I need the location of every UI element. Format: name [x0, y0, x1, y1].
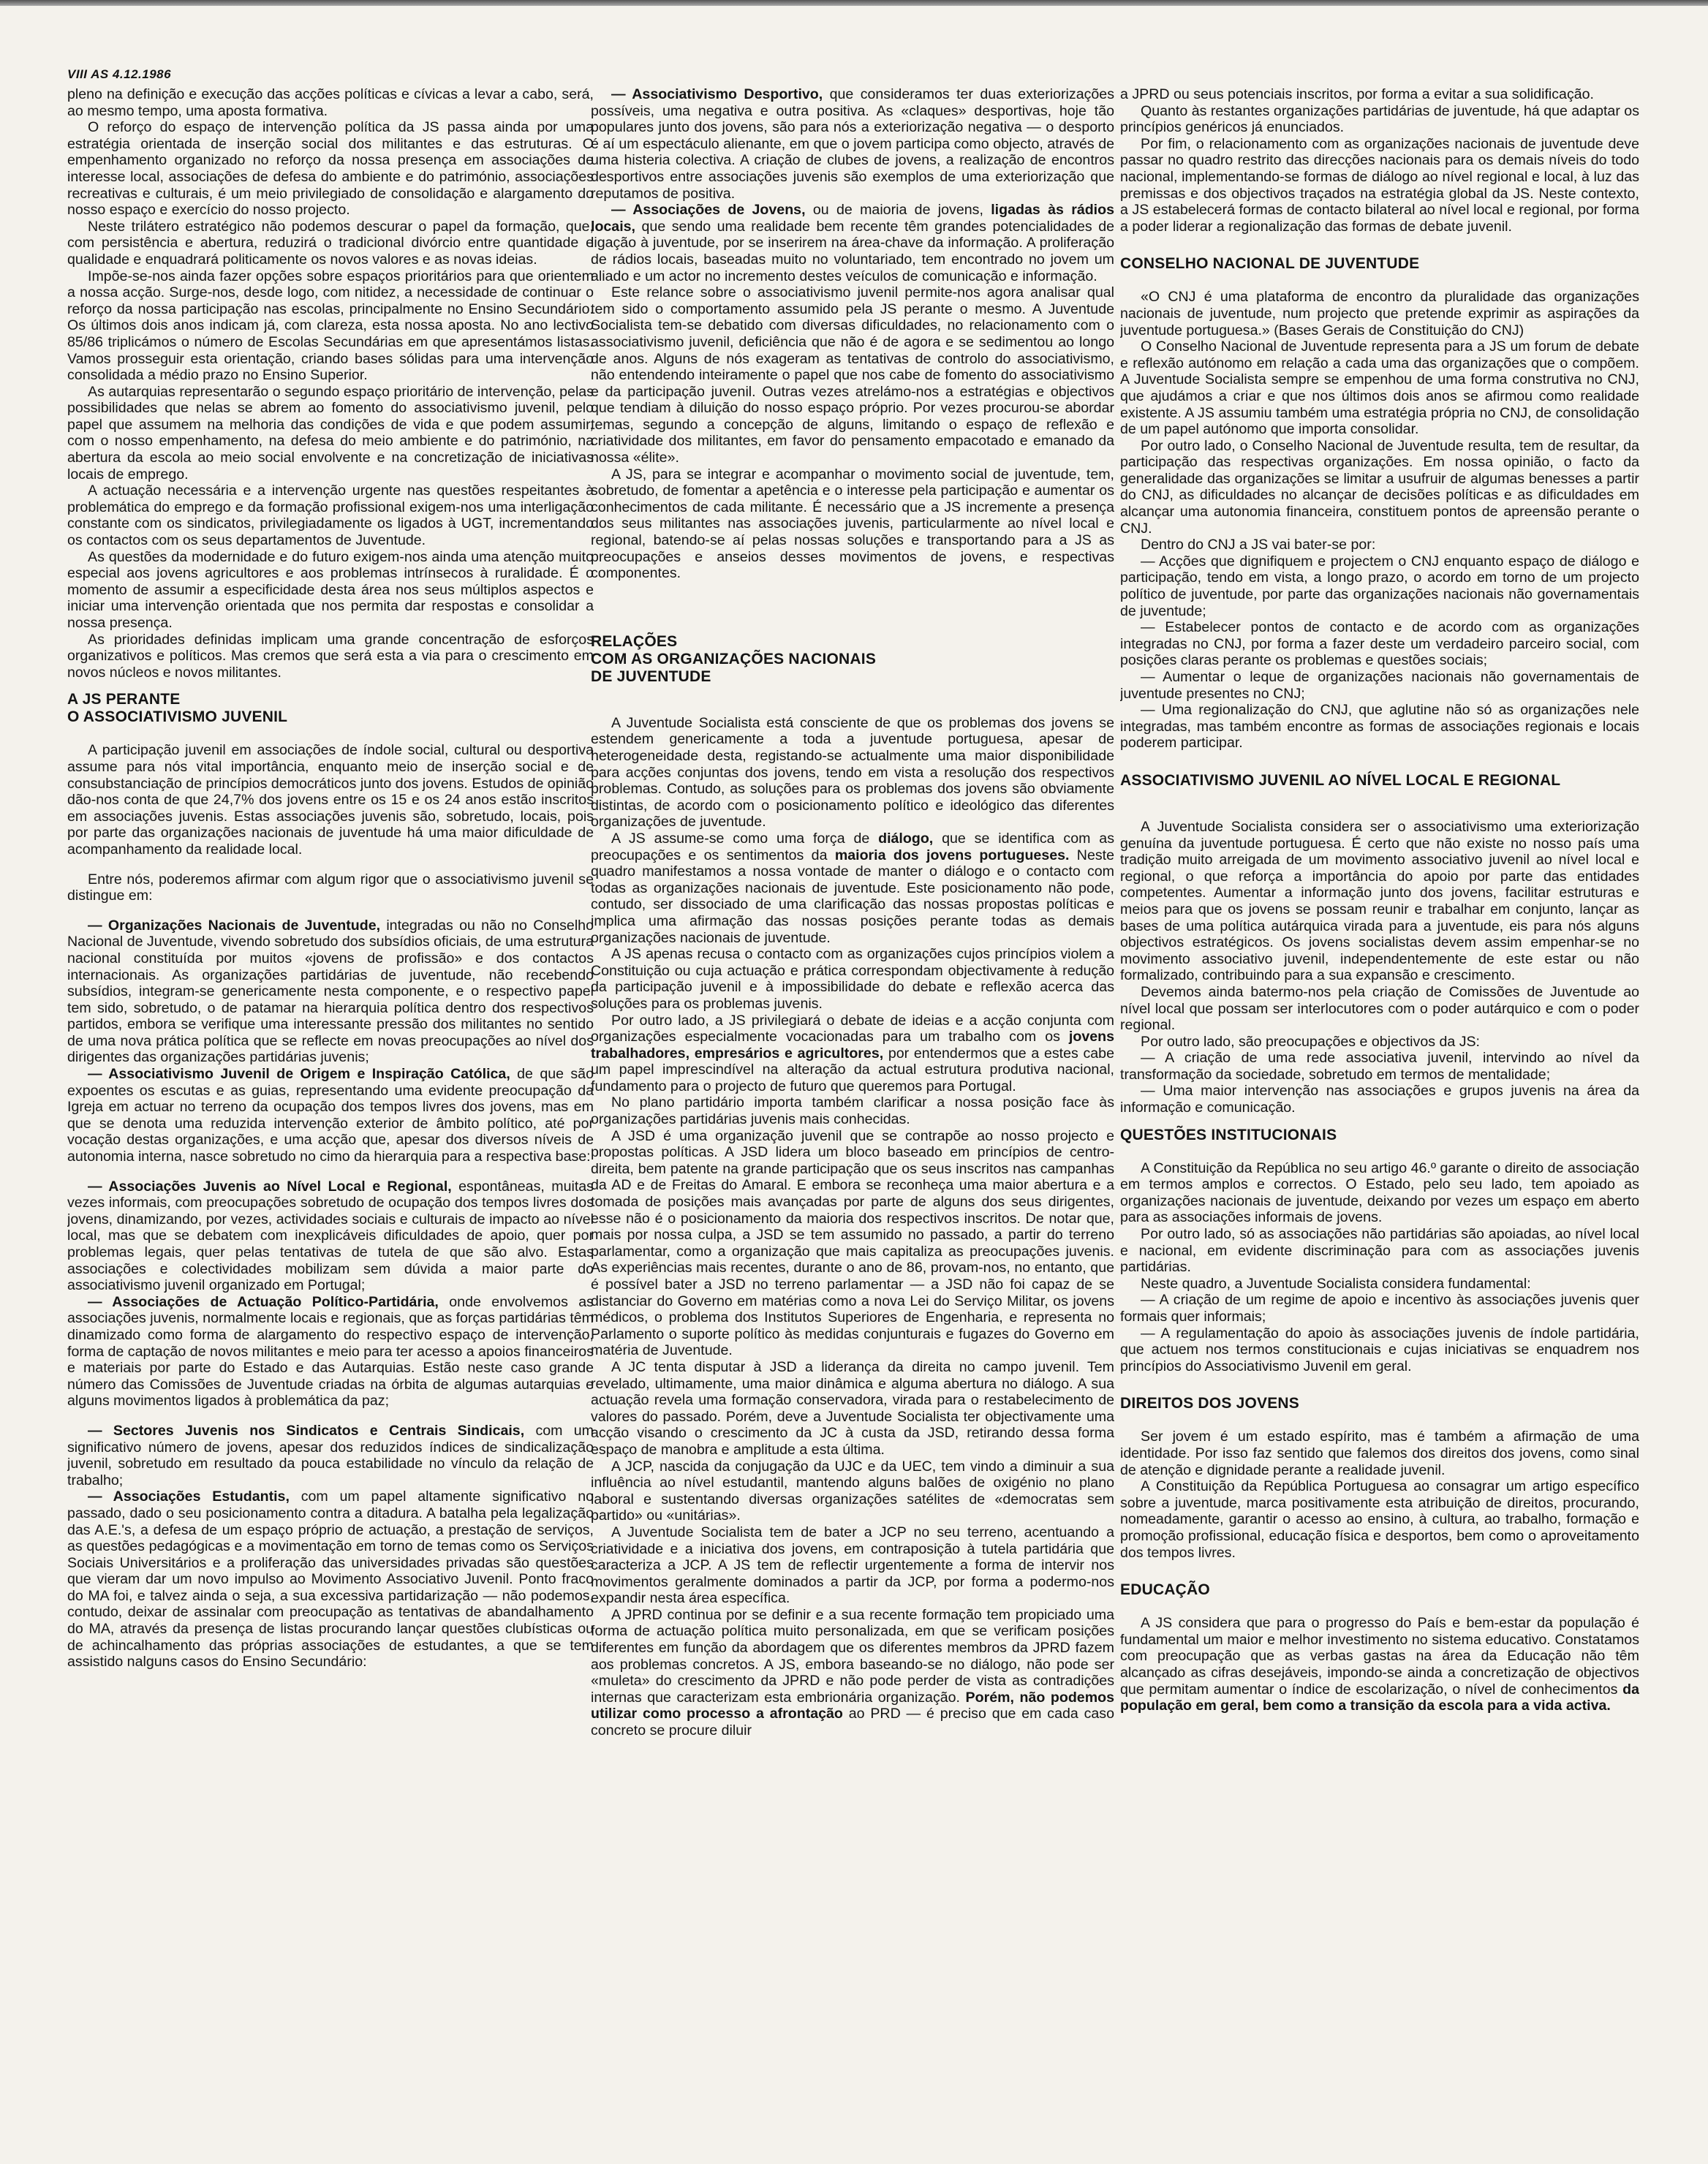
- section-heading-relacoes: [591, 633, 1114, 686]
- paragraph: Este relance sobre o associativismo juvenil permite-nos agora analisar qual tem sido o comportamento assumido pela JS perante o mesmo. A Juventude Socialista tem-se debatido com diversas dificuldades, no relacionamento com o associativismo juvenil, deficiência que não é de agora e se sedimentou ao longo de anos. Alguns de nós exageram as tentativas de controlo do associativismo, não entendendo inteiramente o papel que nos cabe de fomento do associativismo e da participação juvenil. Outras vezes atrelámo-nos a estratégias e objectivos que tendiam à diluição do nosso espaço próprio. Por vezes procurou-se abordar temas, segundo a concepção de alguns, limitando o espaço de reflexão e criatividade dos militantes, em favor do pensamento empacotado e emanado da nossa «élite».: [591, 284, 1114, 466]
- paragraph: «O CNJ é uma plataforma de encontro da pluralidade das organizações nacionais de juventude, num projecto que pretende exprimir as aspirações da juventude portuguesa.» (Bases Gerais de Constituição do CNJ): [1120, 289, 1639, 338]
- text-run: A JPRD continua por se definir e a sua recente formação tem propiciado uma forma de actuação política muito personalizada, em que se verificam posições diferentes em função da abordagem que os diferentes membros da JPRD fazem aos problemas concretos. A JS, embora baseando-se no diálogo, não pode ser «muleta» do crescimento da JPRD e não pode perder de vista as contradições internas que caracterizam esta embrionária organização.: [591, 1606, 1114, 1706]
- section-heading-associativismo: [67, 691, 594, 726]
- item-text: que sendo uma realidade bem recente têm grandes potencialidades de ligação à juventude, por se inserirem na área-chave da informação. A proliferação de rádios locais, baseadas muito no voluntariado, tem encontrado no jovem um aliado e um actor no incremento destes veículos de comunicação e informação.: [591, 218, 1114, 284]
- item-lead: — Associativismo Desportivo,: [611, 86, 823, 102]
- item-lead: — Organizações Nacionais de Juventude,: [88, 917, 381, 934]
- section-heading-local: ASSOCIATIVISMO JUVENIL AO NÍVEL LOCAL E REGIONAL: [1120, 771, 1561, 789]
- paragraph: A Constituição da República Portuguesa ao consagrar um artigo específico sobre a juventude, marca positivamente esta atribuição de direitos, procurando, nomeadamente, garantir o acesso ao ensino, à cultura, ao trabalho, formação e promoção profissional, educação física e desportos, bem como o aproveitamento dos tempos livres.: [1120, 1478, 1639, 1561]
- paragraph: [1120, 1615, 1639, 1714]
- paragraph: A actuação necessária e a intervenção urgente nas questões respeitantes à problemática do emprego e da formação profissional exigem-nos uma interligação constante com os sindicatos, privilegiadamente os ligados à UGT, incrementando os contactos com os seus departamentos de Juventude.: [67, 483, 594, 549]
- section-heading-direitos: DIREITOS DOS JOVENS: [1120, 1395, 1299, 1412]
- paragraph: A JSD é uma organização juvenil que se contrapõe ao nosso projecto e propostas políticas. A JSD lidera um bloco baseado em princípios de centro-direita, bem patente na grande participação que os seus inscritos nas campanhas da AD e de Freitas do Amaral. E embora se reconheça uma maior abertura e a tomada de posições mais avançadas por parte de alguns dos seus dirigentes, esse não é o posicionamento da maioria dos respectivos inscritos. De notar que, mais por nossa culpa, a JSD se tem assumido no passado, a partir do terreno parlamentar, como a organização que mais capitaliza as preocupações juvenis. As experiências mais recentes, durante o ano de 86, provam-nos, no entanto, que é possível bater a JSD no terreno parlamentar — a JSD não foi capaz de se distanciar do Governo em matérias como a nova Lei do Serviço Militar, os jovens médicos, o problema dos Institutos Superiores de Engenharia, e representa no Parlamento o suporte político às medidas conjunturais e fugazes do Governo em matéria de Juventude.: [591, 1127, 1114, 1359]
- list-item: [67, 1294, 594, 1410]
- text-emphasis: jovens trabalhadores, empresários e agricultores,: [591, 1029, 1114, 1062]
- list-item: [591, 86, 1114, 202]
- paragraph: Neste trilátero estratégico não podemos descurar o papel da formação, que, com persistência e abertura, reduzirá o tradicional divórcio entre quantidade e qualidade e enquadrará politicamente os novos valores e as novas ideias.: [67, 218, 594, 268]
- top-rule: [0, 0, 1708, 6]
- list-item: [67, 1488, 594, 1671]
- list-item: [67, 1179, 594, 1294]
- paragraph: A Juventude Socialista tem de bater a JCP no seu terreno, acentuando a criatividade e a iniciativa dos jovens, em contraposição à tutela partidária que caracteriza a JCP. A JS tem de reflectir urgentemente a forma de intervir nos movimentos geralmente dominados a partir da JCP, por forma a podermo-nos expandir nesta área específica.: [591, 1524, 1114, 1607]
- section-heading-educacao: EDUCAÇÃO: [1120, 1581, 1210, 1599]
- item-text: com um papel altamente significativo no passado, dado o seu posicionamento contra a ditadura. A batalha pela legalização das A.E.'s, a defesa de um espaço próprio de actuação, a prestação de serviços, as questões pedagógicas e a movimentação em torno de temas como os Serviços Sociais Universitários e a proliferação das universidades privadas são questões que vieram dar um novo impulso ao Movimento Associativo Juvenil. Ponto fraco do MA foi, e talvez ainda o seja, a sua excessiva partidarização — não podemos, contudo, deixar de assinalar com preocupação as tentativas de abandalhamento do MA, através da presença de listas procurando lançar questões clubísticas ou de achincalhamento das próprias associações de estudantes, a que se tem assistido nalguns casos do Ensino Secundário:: [67, 1488, 594, 1671]
- item-text: ou de maioria de jovens,: [805, 202, 991, 219]
- paragraph: A JS, para se integrar e acompanhar o movimento social de juventude, tem, sobretudo, de fomentar a apetência e o interesse pela participação e aumentar os conhecimentos de cada militante. É necessário que a JS incremente a presença dos seus militantes nas associações juvenis, particularmente ao nível local e regional, batendo-se aí pelas nossas soluções e transportando para a JS as preocupações e anseios desses movimentos de jovens, e respectivas componentes.: [591, 466, 1114, 582]
- item-text: de que são expoentes os escutas e as guias, representando uma evidente preocupação da Igreja em actuar no terreno da ocupação dos tempos livres dos jovens, mas em que se denota uma reduzida intervenção exterior de âmbito político, até por vocação destas organizações, e uma acção que, apesar dos diversos níveis de autonomia interna, nasce sobretudo no cimo da hierarquia para a respectiva base:: [67, 1066, 594, 1165]
- list-item: [67, 1066, 594, 1165]
- list-item: [67, 1423, 594, 1488]
- heading-line: A JS PERANTE: [67, 691, 181, 708]
- text-run: A JS considera que para o progresso do País e bem-estar da população é fundamental um maior e melhor investimento no sistema educativo. Constatamos com preocupação que as verbas gastas na área da Educação não têm alcançado as cifras desejáveis, impondo-se ainda a concretização de objectivos que permitam aumentar o índice de escolarização, o nível de conhecimentos: [1120, 1615, 1639, 1698]
- paragraph: A JS apenas recusa o contacto com as organizações cujos princípios violem a Constituição ou cuja actuação e prática correspondam objectivamente à redução da participação juvenil e à impossibilidade do debate e reflexão acerca das soluções para os problemas juvenis.: [591, 946, 1114, 1012]
- text-run: ao PRD — é preciso que em cada caso concreto se procure diluir: [591, 1706, 1114, 1739]
- text-emphasis: maioria dos jovens portugueses.: [834, 847, 1070, 863]
- text-emphasis: da população em geral, bem como a transição da escola para a vida activa.: [1120, 1681, 1639, 1714]
- paragraph: As autarquias representarão o segundo espaço prioritário de intervenção, pelas possibilidades que nelas se abrem ao fomento do associativismo juvenil, pelo papel que assumem na melhoria das condições de vida e que podem assumir, com o nosso empenhamento, na defesa do meio ambiente e do património, na abertura da escola ao meio social envolvente e na concretização de iniciativas locais de emprego.: [67, 383, 594, 483]
- item-lead: — Associações Estudantis,: [88, 1488, 290, 1505]
- paragraph: Devemos ainda batermo-nos pela criação de Comissões de Juventude ao nível local que possam ser interlocutores com o poder autárquico e com o poder regional.: [1120, 983, 1639, 1034]
- item-lead: — Associações Juvenis ao Nível Local e Regional,: [88, 1178, 452, 1195]
- paragraph: Impõe-se-nos ainda fazer opções sobre espaços prioritários para que orientem a nossa acção. Surge-nos, desde logo, com nitidez, a necessidade de continuar o reforço da nossa participação nas escolas, principalmente no Ensino Secundário. Os últimos dois anos indicam já, com clareza, esta nossa aposta. No ano lectivo 85/86 triplicámos o número de Escolas Secundárias em que apresentámos listas. Vamos prosseguir esta orientação, criando bases sólidas para uma intervenção consolidada a médio prazo no Ensino Superior.: [67, 268, 594, 384]
- paragraph: [591, 1013, 1114, 1095]
- list-item: — Acções que dignifiquem e projectem o CNJ enquanto espaço de diálogo e participação, tendo em vista, a longo prazo, o acordo em torno de um projecto político de juventude, por parte das organizações nacionais não governamentais de juventude;: [1120, 553, 1639, 619]
- item-text: espontâneas, muitas vezes informais, com preocupações sobretudo de ocupação dos tempos livres dos jovens, dinamizando, por vezes, actividades sociais e culturais de impacto ao nível local, mas que se debatem com inexplicáveis dificuldades de apoio, quer por problemas legais, quer pelas tentativas de tutela de que são alvo. Estas associações e colectividades mobilizam sem dúvida a maior parte do associativismo juvenil organizado em Portugal;: [67, 1178, 594, 1294]
- paragraph: [591, 1607, 1114, 1739]
- paragraph: Ser jovem é um estado espírito, mas é também a afirmação de uma identidade. Por isso faz sentido que falemos dos direitos dos jovens, como sinal de atenção e dignidade perante a realidade juvenil.: [1120, 1429, 1639, 1478]
- paragraph: Por outro lado, o Conselho Nacional de Juventude resulta, tem de resultar, da participação das respectivas organizações. Em nossa opinião, o facto da generalidade das organizações se limitar a usufruir de algumas benesses a partir do CNJ, as dificuldades no alcançar de decisões políticas e as dificuldades em alcançar uma autonomia financeira, constituem pontos de apreensão perante o CNJ.: [1120, 437, 1639, 537]
- item-lead: — Associações de Jovens,: [611, 202, 806, 219]
- item-text: onde envolvemos as associações juvenis, normalmente locais e regionais, que as forças partidárias têm dinamizado como forma de alargamento do respectivo espaço de intervenção, forma de captação de novos militantes e meio para ter acesso a apoios financeiros e materiais por parte do Estado e das Autarquias. Estão neste caso grande número das Comissões de Juventude criadas na órbita de algumas autarquias e alguns movimentos ligados à problemática da paz;: [67, 1293, 594, 1410]
- paragraph: A JC tenta disputar à JSD a liderança da direita no campo juvenil. Tem revelado, ultimamente, uma maior dinâmica e alguma abertura no diálogo. A sua actuação revela uma formação conservadora, virada para o restabelecimento de valores do passado. Porém, deve a Juventude Socialista ter objectivamente uma acção visando o crescimento da JC à custa da JSD, retirando dessa forma espaço de manobra e amplitude a esta última.: [591, 1358, 1114, 1458]
- text-run: Por outro lado, a JS privilegiará o debate de ideias e a acção conjunta com organizações especialmente vocacionadas para um trabalho com os: [591, 1012, 1114, 1045]
- list-item: [67, 918, 594, 1066]
- paragraph: Entre nós, poderemos afirmar com algum rigor que o associativismo juvenil se distingue em:: [67, 871, 594, 904]
- column-1: [67, 86, 594, 2160]
- paragraph: O Conselho Nacional de Juventude representa para a JS um forum de debate e reflexão autónomo em relação a cada uma das organizações que o compõem. A Juventude Socialista sempre se empenhou de uma forma construtiva no CNJ, que ajudámos a criar e que nos últimos dois anos se afirmou como realidade existente. A JS assumiu também uma estratégia própria no CNJ, de consolidação de um papel autónomo que importa consolidar.: [1120, 338, 1639, 438]
- paragraph: [591, 831, 1114, 946]
- item-text: com um significativo número de jovens, apesar dos reduzidos índices de sindicalização juvenil, sobretudo em resultado da pouca estabilidade no vínculo da relação de trabalho;: [67, 1422, 594, 1488]
- paragraph: A Juventude Socialista considera ser o associativismo uma exteriorização genuína da juventude portuguesa. É certo que não existe no nosso país uma tradição muito arreigada de um movimento associativo juvenil ao nível local e regional, o que reforça a importância do apoio por parte das entidades competentes. Aumentar a informação junto dos jovens, facilitar estruturas e meios para que os jovens se possam reunir e trabalhar em conjunto, lançar as bases de uma política autárquica virada para a juventude, eis para nós alguns objectivos estratégicos. Os jovens socialistas devem assim empenhar-se no movimento associativo juvenil, independentemente de este estar ou não formalizado, contribuindo para a sua expansão e crescimento.: [1120, 818, 1639, 984]
- list-item: — Uma regionalização do CNJ, que aglutine não só as organizações nele integradas, mas também encontre as formas de associações regionais e locais poderem participar.: [1120, 702, 1639, 752]
- paragraph: A participação juvenil em associações de índole social, cultural ou desportiva assume para nós vital importância, enquanto meio de inserção social e de consubstanciação de princípios democráticos junto dos jovens. Estudos de opinião dão-nos conta de que 24,7% dos jovens entre os 15 e os 24 anos estão inscritos em associações juvenis. Estas associações juvenis são, sobretudo, locais, pois por parte das organizações nacionais de juventude há uma maior dificuldade de acompanhamento da realidade local.: [67, 742, 594, 858]
- heading-line: O ASSOCIATIVISMO JUVENIL: [67, 708, 288, 726]
- paragraph: Dentro do CNJ a JS vai bater-se por:: [1141, 537, 1376, 553]
- text-emphasis: diálogo,: [878, 830, 934, 847]
- text-emphasis: Porém, não podemos utilizar como processo a afrontação: [591, 1689, 1114, 1722]
- paragraph: Quanto às restantes organizações partidárias de juventude, há que adaptar os princípios genéricos já enunciados.: [1120, 102, 1639, 136]
- text-run: que se identifica com as preocupações e os sentimentos da: [591, 830, 1114, 863]
- heading-line: COM AS ORGANIZAÇÕES NACIONAIS: [591, 650, 877, 667]
- paragraph: As questões da modernidade e do futuro exigem-nos ainda uma atenção muito especial aos jovens agricultores e aos problemas intrínsecos à ruralidade. É o momento de assumir a especificidade desta área nos seus múltiplos aspectos e iniciar uma intervenção orientada que nos permita dar respostas e consolidar a nossa presença.: [67, 548, 594, 631]
- paragraph: As prioridades definidas implicam uma grande concentração de esforços organizativos e políticos. Mas cremos que será esta a via para o crescimento em novos núcleos e novos militantes.: [67, 631, 594, 681]
- column-3: [1120, 86, 1639, 2160]
- text-run: por entendermos que a estes cabe um papel imprescindível na alteração da actual estrutura produtiva nacional, fundamento para o projecto de futuro que queremos para Portugal.: [591, 1045, 1114, 1094]
- text-run: A JS assume-se como uma força de: [611, 830, 879, 847]
- paragraph: Por outro lado, são preocupações e objectivos da JS:: [1141, 1033, 1481, 1050]
- heading-line: DE JUVENTUDE: [591, 667, 711, 685]
- item-lead: — Associativismo Juvenil de Origem e Inspiração Católica,: [88, 1066, 510, 1083]
- list-item: — Estabelecer pontos de contacto e de acordo com as organizações integradas no CNJ, por forma a fazer deste um verdadeiro parceiro social, com posições claras perante os problemas e questões sociais;: [1120, 619, 1639, 669]
- item-lead: — Sectores Juvenis nos Sindicatos e Centrais Sindicais,: [88, 1422, 525, 1439]
- column-2: [591, 86, 1114, 2160]
- section-heading-institucionais: QUESTÕES INSTITUCIONAIS: [1120, 1126, 1337, 1143]
- section-heading-cnj: CONSELHO NACIONAL DE JUVENTUDE: [1120, 255, 1420, 273]
- paragraph: pleno na definição e execução das acções políticas e cívicas a levar a cabo, será, ao mesmo tempo, uma aposta formativa.: [67, 86, 594, 119]
- list-item: — Uma maior intervenção nas associações e grupos juvenis na área da informação e comunicação.: [1120, 1083, 1639, 1116]
- item-text: que consideramos ter duas exteriorizações possíveis, uma negativa e outra positiva. As «claques» desportivas, hoje tão populares junto dos jovens, são para nós a exteriorização negativa — o desporto é aí um espectáculo alienante, em que o jovem participa como objecto, através de uma histeria colectiva. A criação de clubes de jovens, a realização de encontros desportivos entre associações juvenis são exemplos de uma exteriorização que reputamos de positiva.: [591, 86, 1114, 202]
- item-text: integradas ou não no Conselho Nacional de Juventude, vivendo sobretudo dos subsídios oficiais, de uma estrutura nacional constituída por muitos «jovens de profissão» e dos contactos internacionais. As organizações partidárias de juventude, não recebendo subsídios, integram-se genericamente nesta componente, e o respectivo papel tem sido, sobretudo, o de patamar na hierarquia política dentro dos respectivos partidos, embora se verifique uma interessante pressão dos militantes no sentido de uma nova prática política que se reflecte em novas preocupações ao nível dos dirigentes das organizações partidárias juvenis;: [67, 917, 594, 1066]
- page-reference: VIII AS 4.12.1986: [67, 67, 172, 81]
- paragraph: O reforço do espaço de intervenção política da JS passa ainda por uma estratégia orientada de inserção social dos militantes e das estruturas. O empenhamento organizado no reforço da nossa presença em associações de interesse local, associações de defesa do ambiente e do património, associações recreativas e culturais, é um meio privilegiado de consolidação e alargamento do nosso espaço e exercício do nosso projecto.: [67, 119, 594, 219]
- paragraph: Neste quadro, a Juventude Socialista considera fundamental:: [1141, 1275, 1531, 1292]
- list-item: — A regulamentação do apoio às associações juvenis de índole partidária, que actuem nos termos constitucionais e cujas iniciativas se enquadrem nos princípios do Associativismo Juvenil em geral.: [1120, 1325, 1639, 1374]
- list-item: — A criação de uma rede associativa juvenil, intervindo ao nível da transformação da sociedade, sobretudo em termos de mentalidade;: [1120, 1050, 1639, 1083]
- paragraph: Por outro lado, só as associações não partidárias são apoiadas, ao nível local e nacional, em evidente discriminação para com as associações juvenis partidárias.: [1120, 1226, 1639, 1276]
- heading-line: RELAÇÕES: [591, 632, 678, 650]
- item-lead: — Associações de Actuação Político-Partidária,: [88, 1293, 439, 1310]
- list-item: — Aumentar o leque de organizações nacionais não governamentais de juventude presentes no CNJ;: [1120, 669, 1639, 702]
- paragraph: Por fim, o relacionamento com as organizações nacionais de juventude deve passar no quadro restrito das direcções nacionais para os demais níveis do todo nacional, implementando-se formas de diálogo ao nível regional e local, à luz das premissas e dos objectivos traçados na estratégia global da JS. Neste contexto, a JS estabelecerá formas de contacto bilateral ao nível local e regional, por forma a poder liderar a regionalização das formas de debate juvenil.: [1120, 135, 1639, 235]
- paragraph: No plano partidário importa também clarificar a nossa posição face às organizações partidárias juvenis mais conhecidas.: [591, 1094, 1114, 1128]
- paragraph: A Constituição da República no seu artigo 46.º garante o direito de associação em termos amplos e correctos. O Estado, pelo seu lado, tem apoiado as organizações nacionais de juventude, deixando por vezes um espaço em aberto para as associações informais de jovens.: [1120, 1159, 1639, 1226]
- text-run: Neste quadro manifestamos a nossa vontade de manter o diálogo e o contacto com todas as organizações nacionais de juventude. Este posicionamento não pode, contudo, ser dissociado de uma clarificação das nossas propostas políticas e implica uma afirmação das nossas posições perante todas as demais organizações nacionais de juventude.: [591, 847, 1114, 946]
- list-item: — A criação de um regime de apoio e incentivo às associações juvenis quer formais quer informais;: [1120, 1292, 1639, 1325]
- paragraph: A Juventude Socialista está consciente de que os problemas dos jovens se estendem genericamente a toda a juventude portuguesa, apesar de heterogeneidade desta, registando-se actualmente uma maior disponibilidade para acções conjuntas dos jovens, tendo em vista a resolução dos respectivos problemas. Contudo, as soluções para os problemas dos jovens são obviamente distintas, de acordo com o posicionamento político e ideológico das diferentes organizações de juventude.: [591, 714, 1114, 831]
- list-item: [591, 202, 1114, 284]
- item-emphasis: ligadas às rádios locais,: [591, 202, 1114, 235]
- paragraph: A JCP, nascida da conjugação da UJC e da UEC, tem vindo a diminuir a sua influência ao nível estudantil, mantendo alguns balões de oxigénio no plano laboral e sustentando diversas organizações satélites de «democratas sem partido» ou «unitárias».: [591, 1458, 1114, 1524]
- paragraph: a JPRD ou seus potenciais inscritos, por forma a evitar a sua solidificação.: [1120, 86, 1594, 102]
